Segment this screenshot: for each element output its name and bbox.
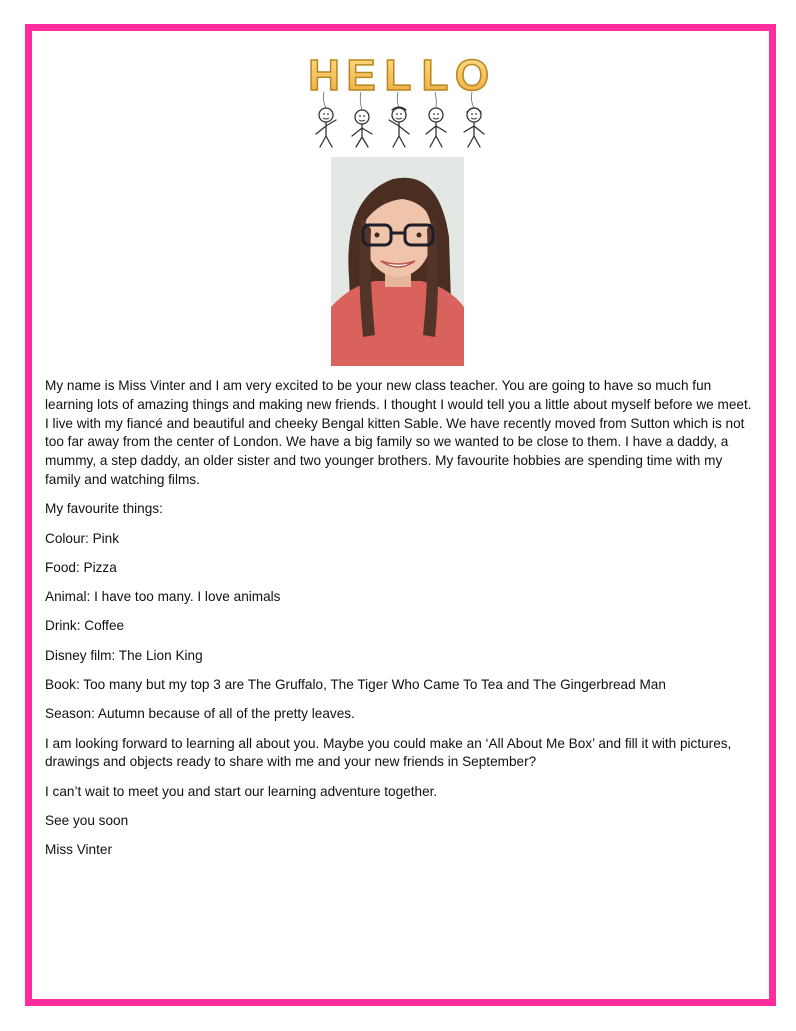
intro-paragraph: My name is Miss Vinter and I am very excited to be your new class teacher. You are going to have so much fun learning lots of amazing things and making new friends. I thought I would tell you a little about myself before we meet. I live with my fiancé and beautiful and cheeky Bengal kitten Sable. We have recently moved from Sutton which is not too far away from the center of London. We have a big family so we wanted to be close to them. I have a daddy, a mummy, a step daddy, an older sister and two younger brothers. My favourite hobbies are spending time with my family and watching films. bbox=[45, 378, 752, 487]
balloon-letter-h: H bbox=[308, 51, 340, 100]
balloon-letter-l1: L bbox=[384, 51, 412, 100]
box-invite-paragraph: I am looking forward to learning all about you. Maybe you could make an ‘All About Me Box’ and fill it with pictures, drawings and objects ready to share with me and your new friends in September? bbox=[45, 735, 732, 770]
sign-off: See you soon bbox=[45, 813, 129, 829]
teacher-portrait-illustration bbox=[331, 157, 464, 366]
balloon-letter-o: O bbox=[454, 51, 490, 100]
favourites-heading: My favourite things: bbox=[45, 501, 163, 517]
favourite-food: Food: Pizza bbox=[45, 559, 117, 575]
stick-figures bbox=[316, 107, 484, 147]
favourite-drink: Drink: Coffee bbox=[45, 618, 125, 634]
favourite-disney-film: Disney film: The Lion King bbox=[45, 647, 203, 663]
letter-body bbox=[45, 377, 757, 871]
teacher-photo bbox=[331, 157, 464, 366]
hello-balloons-illustration bbox=[300, 44, 496, 148]
favourite-book: Book: Too many but my top 3 are The Gruffalo, The Tiger Who Came To Tea and The Gingerbread Man bbox=[45, 677, 666, 693]
balloon-letter-e: E bbox=[346, 51, 376, 100]
hello-banner bbox=[300, 44, 496, 148]
favourite-colour: Colour: Pink bbox=[45, 530, 120, 546]
cant-wait-paragraph: I can’t wait to meet you and start our learning adventure together. bbox=[45, 783, 438, 799]
signature: Miss Vinter bbox=[45, 842, 112, 858]
balloon-letter-l2: L bbox=[421, 51, 449, 100]
favourite-animal: Animal: I have too many. I love animals bbox=[45, 589, 281, 605]
favourite-season: Season: Autumn because of all of the pretty leaves. bbox=[45, 706, 355, 722]
